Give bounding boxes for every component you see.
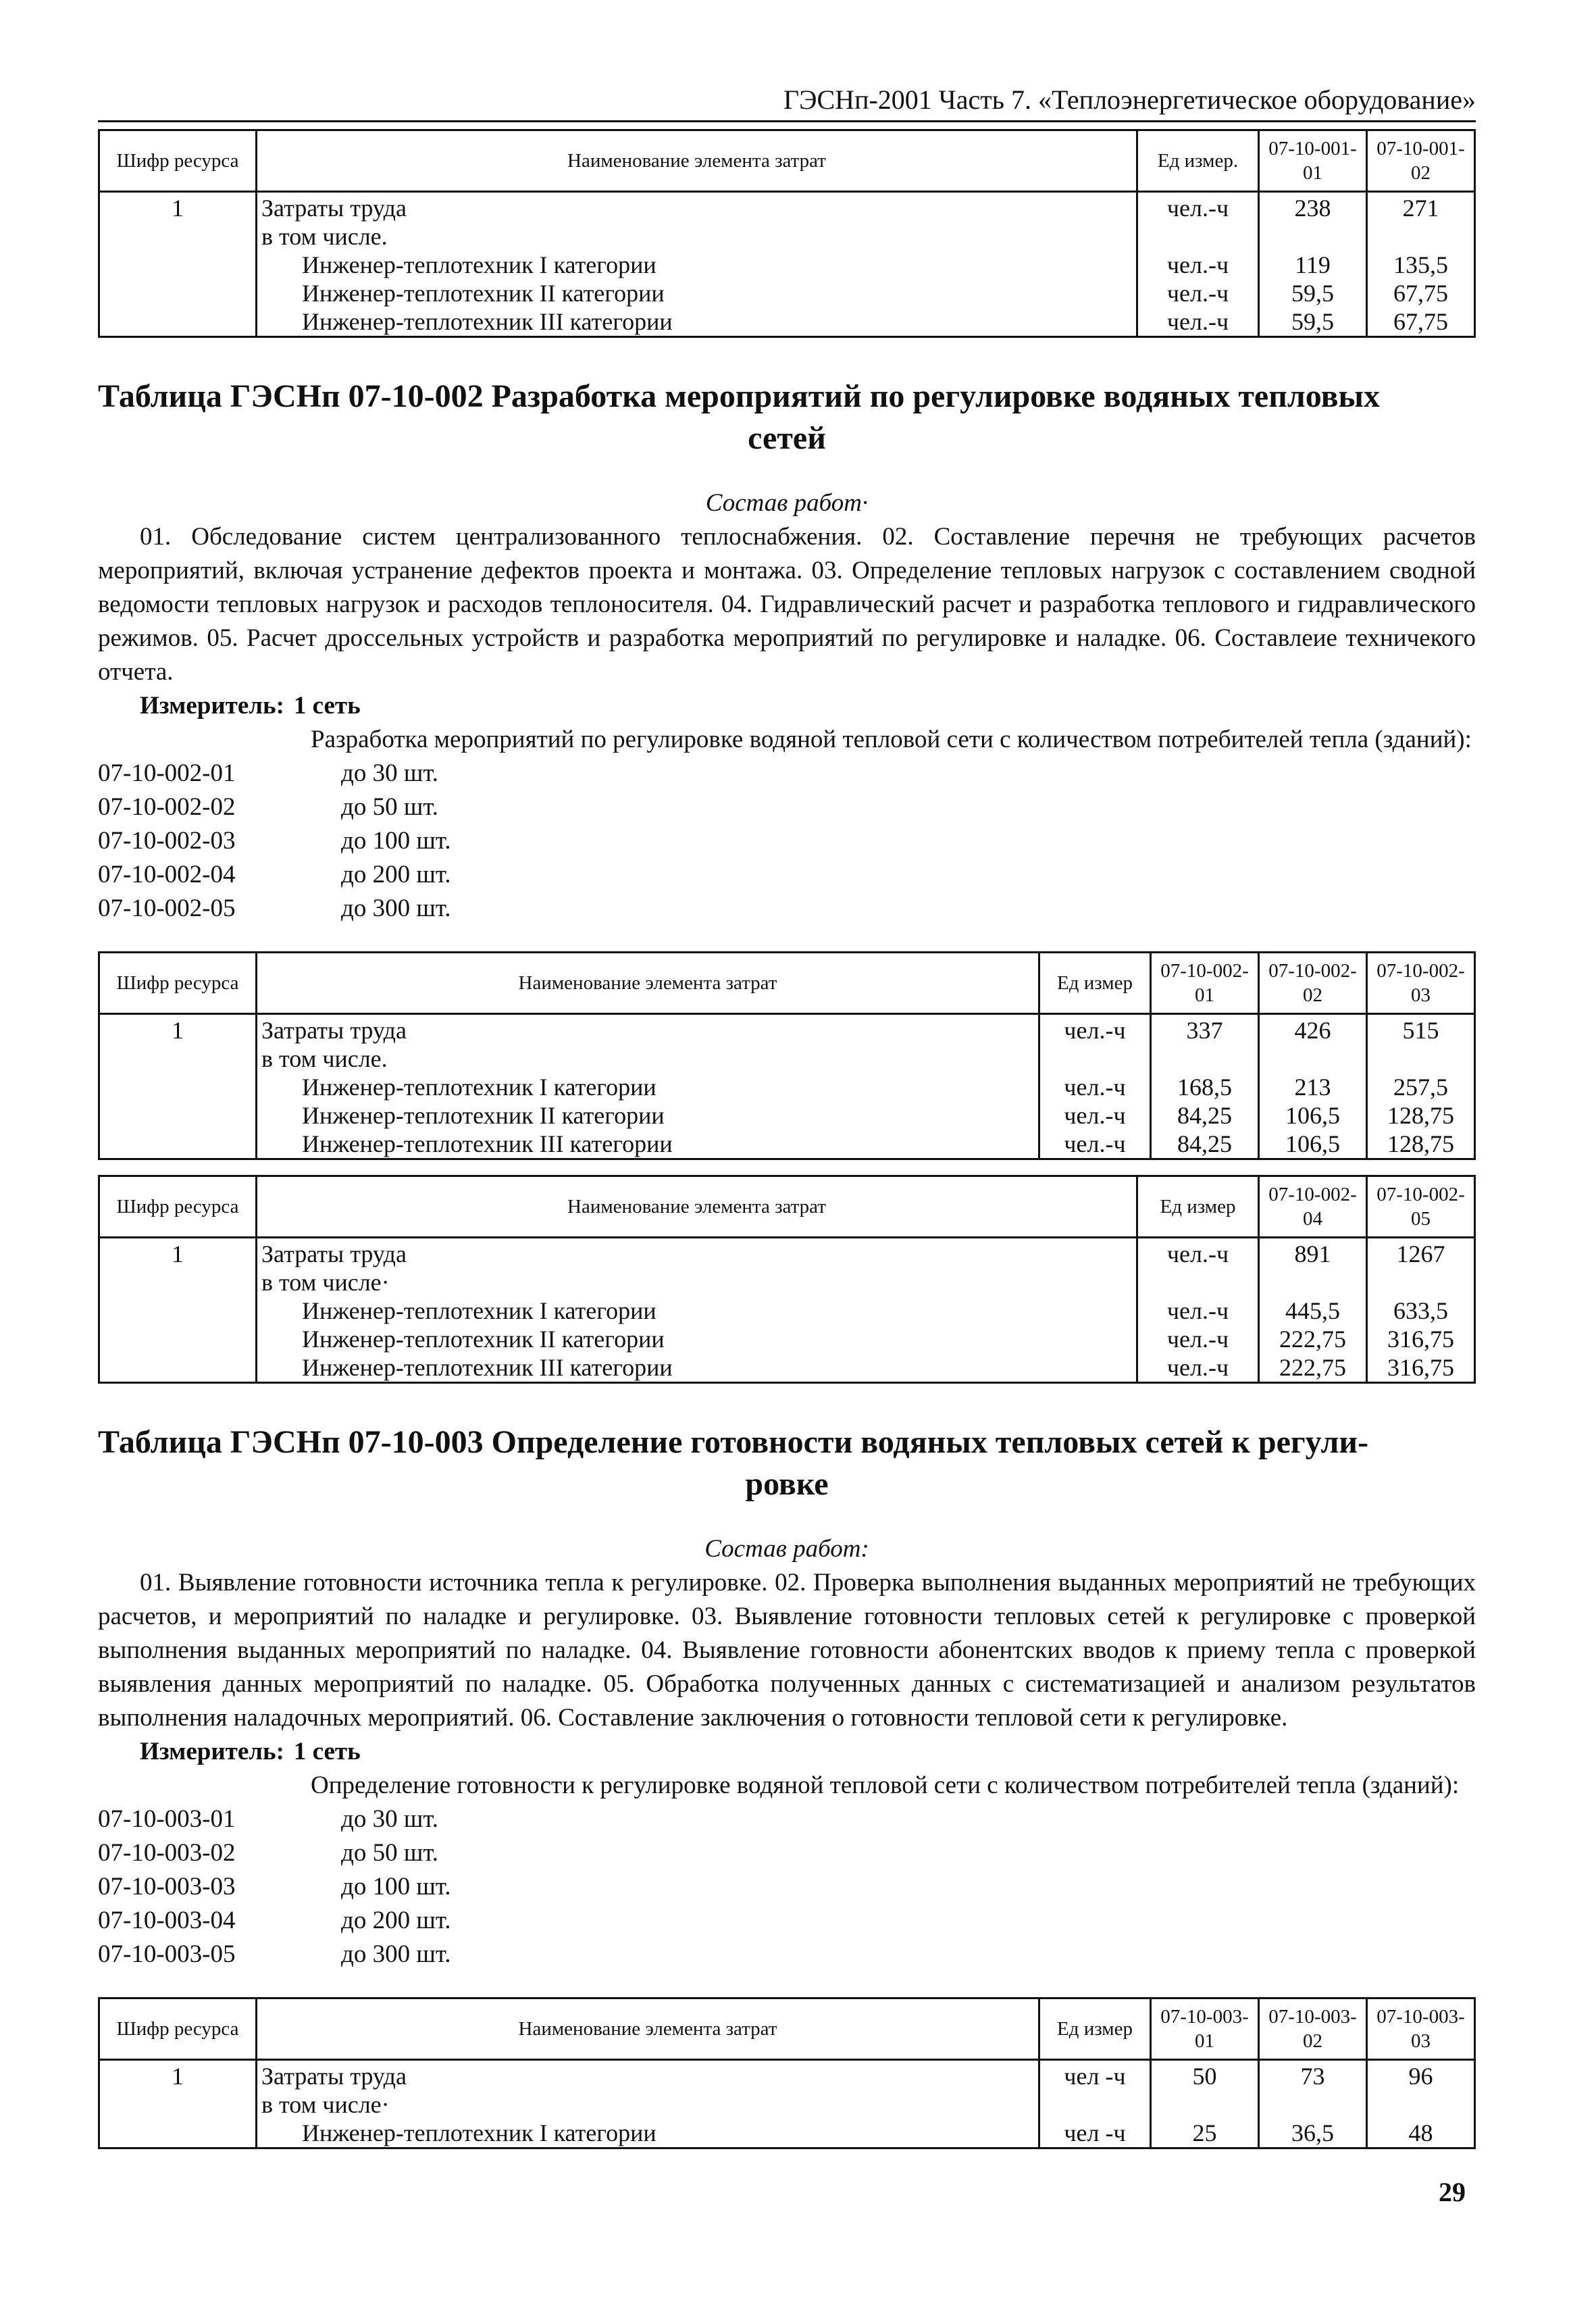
cell-value: 337 — [1151, 1014, 1259, 1045]
cell-value: 48 — [1367, 2119, 1475, 2148]
table-row — [99, 2090, 1475, 2119]
cell-unit: чел.-ч — [1039, 1073, 1151, 1101]
header-norm-code: 07-10-001-02 — [1367, 130, 1475, 192]
header-unit: Ед измер — [1039, 953, 1151, 1014]
header-norm-code: 07-10-003-02 — [1259, 1998, 1367, 2060]
table-row — [99, 279, 1475, 307]
code-row — [98, 1938, 1476, 1971]
cell-value: 67,75 — [1367, 307, 1475, 337]
work-composition-text: 01. Выявление готовности источника тепла к регулировке. 02. Проверка выполнения выданных мероприятий не требующих расчетов, и мероприятий по наладке и регулировке. 03. Выявление готовности тепловых сетей к регулировке с проверкой выполнения выданных мероприятий по наладке. 04. Выявление готовности абонентских вводов к приему тепла с проверкой выявления данных мероприятий по наладке. 05. Обработка полученных данных с систематизацией и анализом результатов выполнения наладочных мероприятий. 06. Составление заключения о готовности тепловой сети к регулировке. — [98, 1569, 1476, 1732]
table-row — [99, 307, 1475, 337]
header-norm-code: 07-10-002-05 — [1367, 1176, 1475, 1238]
measure-label: Измеритель: — [140, 1738, 284, 1765]
cell-unit: чел.-ч — [1039, 1130, 1151, 1159]
cell-value: 257,5 — [1367, 1073, 1475, 1101]
code-row — [98, 1870, 1476, 1904]
cell-value: 222,75 — [1259, 1325, 1367, 1353]
title-line-1: Таблица ГЭСНп 07-10-002 Разработка мероприятий по регулировке водяных тепловых — [98, 378, 1380, 414]
page-number: 29 — [1439, 2177, 1466, 2207]
cell-value: 36,5 — [1259, 2119, 1367, 2148]
table-row — [99, 1073, 1475, 1101]
table-row — [99, 192, 1475, 223]
cell-resource-code — [99, 1297, 257, 1325]
cell-unit — [1137, 222, 1259, 251]
consumer-count: до 30 шт. — [341, 759, 438, 787]
cell-unit: чел.-ч — [1137, 192, 1259, 223]
cell-value: 73 — [1259, 2060, 1367, 2091]
consumer-count: до 300 шт. — [341, 1940, 451, 1968]
cell-unit — [1039, 1045, 1151, 1073]
norm-code: 07-10-003-04 — [98, 1907, 236, 1934]
cell-element-name: Инженер-теплотехник II категории — [257, 1101, 1039, 1130]
table-row — [99, 1130, 1475, 1159]
cell-resource-code — [99, 1101, 257, 1130]
cell-value: 119 — [1259, 251, 1367, 279]
header-element-name: Наименование элемента затрат — [257, 1176, 1137, 1238]
table-row — [99, 251, 1475, 279]
cell-value: 59,5 — [1259, 279, 1367, 307]
header-unit: Ед измер — [1039, 1998, 1151, 2060]
cell-value — [1367, 1045, 1475, 1073]
code-row — [98, 1803, 1476, 1836]
cell-resource-code: 1 — [99, 192, 257, 223]
cell-value: 106,5 — [1259, 1101, 1367, 1130]
header-resource-code: Шифр ресурса — [99, 130, 257, 192]
table-row — [99, 1325, 1475, 1353]
header-norm-code: 07-10-002-02 — [1259, 953, 1367, 1014]
title-line-2: ровке — [745, 1466, 829, 1502]
code-row — [98, 858, 1476, 892]
cell-value: 316,75 — [1367, 1353, 1475, 1383]
cell-element-name: Инженер-теплотехник I категории — [257, 2119, 1039, 2148]
table-row — [99, 2119, 1475, 2148]
cell-unit — [1039, 2090, 1151, 2119]
consumer-count: до 50 шт. — [341, 1839, 438, 1867]
cell-value: 1267 — [1367, 1238, 1475, 1269]
cell-value: 50 — [1151, 2060, 1259, 2091]
work-composition-caption: Состав работ· — [705, 489, 869, 517]
cell-element-name: в том числе. — [257, 222, 1137, 251]
cell-value: 96 — [1367, 2060, 1475, 2091]
cell-unit: чел.-ч — [1039, 1014, 1151, 1045]
cell-value — [1259, 1268, 1367, 1297]
measure-value: 1 сеть — [293, 692, 361, 720]
cell-unit: чел.-ч — [1039, 1101, 1151, 1130]
cost-table — [98, 1175, 1476, 1384]
header-element-name: Наименование элемента затрат — [257, 130, 1137, 192]
cell-value: 67,75 — [1367, 279, 1475, 307]
cell-value: 128,75 — [1367, 1130, 1475, 1159]
norm-code: 07-10-003-01 — [98, 1805, 236, 1833]
cell-resource-code: 1 — [99, 1238, 257, 1269]
cell-resource-code — [99, 1325, 257, 1353]
table-row — [99, 222, 1475, 251]
cell-element-name: Инженер-теплотехник II категории — [257, 279, 1137, 307]
work-composition-caption: Состав работ: — [704, 1535, 869, 1563]
header-element-name: Наименование элемента затрат — [257, 1998, 1039, 2060]
table-row — [99, 1268, 1475, 1297]
cell-resource-code: 1 — [99, 1014, 257, 1045]
cell-resource-code — [99, 1353, 257, 1383]
norm-code: 07-10-003-03 — [98, 1873, 236, 1901]
cell-value: 84,25 — [1151, 1130, 1259, 1159]
consumer-count: до 100 шт. — [341, 1873, 451, 1901]
header-unit: Ед измер. — [1137, 130, 1259, 192]
cell-value: 106,5 — [1259, 1130, 1367, 1159]
measure-line — [140, 1735, 1476, 1769]
header-norm-code: 07-10-002-03 — [1367, 953, 1475, 1014]
cell-unit — [1137, 1268, 1259, 1297]
cell-element-name: Затраты труда — [257, 1014, 1039, 1045]
code-row — [98, 824, 1476, 858]
cell-resource-code — [99, 2090, 257, 2119]
cost-table — [98, 951, 1476, 1160]
title-line-2: сетей — [748, 420, 826, 456]
cell-value: 515 — [1367, 1014, 1475, 1045]
code-row — [98, 757, 1476, 790]
cell-value — [1151, 1045, 1259, 1073]
cell-value: 213 — [1259, 1073, 1367, 1101]
consumer-count: до 300 шт. — [341, 895, 451, 922]
cell-value: 135,5 — [1367, 251, 1475, 279]
code-row — [98, 790, 1476, 824]
header-norm-code: 07-10-003-01 — [1151, 1998, 1259, 2060]
cell-element-name: Инженер-теплотехник I категории — [257, 1073, 1039, 1101]
table-row — [99, 1353, 1475, 1383]
measure-description: Разработка мероприятий по регулировке водяной тепловой сети с количеством потребителей тепла (зданий): — [311, 726, 1472, 753]
running-header: ГЭСНп-2001 Часть 7. «Теплоэнергетическое оборудование» — [98, 81, 1476, 122]
cell-value: 128,75 — [1367, 1101, 1475, 1130]
cell-resource-code — [99, 222, 257, 251]
consumer-count: до 200 шт. — [341, 861, 451, 888]
norm-code: 07-10-002-02 — [98, 793, 236, 821]
cell-element-name: в том числе· — [257, 1268, 1137, 1297]
cell-value: 25 — [1151, 2119, 1259, 2148]
cell-resource-code — [99, 251, 257, 279]
consumer-count: до 100 шт. — [341, 827, 451, 855]
cell-value: 633,5 — [1367, 1297, 1475, 1325]
cell-unit: чел.-ч — [1137, 279, 1259, 307]
cell-unit: чел.-ч — [1137, 1297, 1259, 1325]
measure-line — [140, 689, 1476, 723]
cell-value — [1367, 222, 1475, 251]
cell-resource-code: 1 — [99, 2060, 257, 2091]
consumer-count: до 200 шт. — [341, 1907, 451, 1934]
header-resource-code: Шифр ресурса — [99, 1998, 257, 2060]
cell-value: 271 — [1367, 192, 1475, 223]
header-resource-code: Шифр ресурса — [99, 1176, 257, 1238]
cell-unit: чел.-ч — [1137, 1325, 1259, 1353]
cell-resource-code — [99, 2119, 257, 2148]
header-resource-code: Шифр ресурса — [99, 953, 257, 1014]
cell-value — [1151, 2090, 1259, 2119]
norm-code: 07-10-003-02 — [98, 1839, 236, 1867]
code-row — [98, 1904, 1476, 1938]
cell-element-name: Инженер-теплотехник I категории — [257, 251, 1137, 279]
cost-table — [98, 129, 1476, 338]
cell-value: 891 — [1259, 1238, 1367, 1269]
cell-value: 445,5 — [1259, 1297, 1367, 1325]
header-element-name: Наименование элемента затрат — [257, 953, 1039, 1014]
norm-code: 07-10-002-03 — [98, 827, 236, 855]
measure-label: Измеритель: — [140, 692, 284, 720]
norm-code: 07-10-002-05 — [98, 895, 236, 922]
cell-element-name: Затраты труда — [257, 1238, 1137, 1269]
cell-value: 222,75 — [1259, 1353, 1367, 1383]
cell-value — [1367, 2090, 1475, 2119]
cell-unit: чел.-ч — [1137, 251, 1259, 279]
code-list — [98, 757, 1476, 926]
table-row — [99, 1014, 1475, 1045]
cell-element-name: в том числе· — [257, 2090, 1039, 2119]
title-line-1: Таблица ГЭСНп 07-10-003 Определение готовности водяных тепловых сетей к регули- — [98, 1424, 1369, 1460]
cell-resource-code — [99, 1130, 257, 1159]
cell-element-name: Инженер-теплотехник III категории — [257, 307, 1137, 337]
cell-value: 84,25 — [1151, 1101, 1259, 1130]
work-composition-text: 01. Обследование систем централизованного теплоснабжения. 02. Составление перечня не требующих расчетов мероприятий, включая устранение дефектов проекта и монтажа. 03. Определение тепловых нагрузок с составлением сводной ведомости тепловых нагрузок и расходов теплоносителя. 04. Гидравлический расчет и разработка теплового и гидравлического режимов. 05. Расчет дроссельных устройств и разработка мероприятий по регулировке и наладке. 06. Составлеие техничекого отчета. — [98, 523, 1476, 686]
cell-unit: чел -ч — [1039, 2060, 1151, 2091]
code-row — [98, 1836, 1476, 1870]
header-norm-code: 07-10-002-01 — [1151, 953, 1259, 1014]
table-row — [99, 1238, 1475, 1269]
cell-element-name: в том числе. — [257, 1045, 1039, 1073]
cell-resource-code — [99, 1268, 257, 1297]
table-row — [99, 1297, 1475, 1325]
cell-resource-code — [99, 1073, 257, 1101]
cell-element-name: Инженер-теплотехник I категории — [257, 1297, 1137, 1325]
cell-unit: чел.-ч — [1137, 307, 1259, 337]
code-row — [98, 892, 1476, 926]
norm-code: 07-10-003-05 — [98, 1940, 236, 1968]
header-norm-code: 07-10-001-01 — [1259, 130, 1367, 192]
cell-unit: чел -ч — [1039, 2119, 1151, 2148]
cell-value — [1259, 2090, 1367, 2119]
header-norm-code: 07-10-002-04 — [1259, 1176, 1367, 1238]
norm-code: 07-10-002-01 — [98, 759, 236, 787]
cell-value: 316,75 — [1367, 1325, 1475, 1353]
table-title-07-10-003 — [98, 1422, 1476, 1505]
cell-element-name: Затраты труда — [257, 2060, 1039, 2091]
cell-resource-code — [99, 307, 257, 337]
cell-element-name: Затраты труда — [257, 192, 1137, 223]
document-page — [98, 81, 1476, 2149]
consumer-count: до 50 шт. — [341, 793, 438, 821]
measure-value: 1 сеть — [293, 1738, 361, 1765]
cell-value: 59,5 — [1259, 307, 1367, 337]
cell-unit: чел.-ч — [1137, 1353, 1259, 1383]
cell-resource-code — [99, 279, 257, 307]
measure-description: Определение готовности к регулировке водяной тепловой сети с количеством потребителей тепла (зданий): — [311, 1771, 1460, 1799]
table-row — [99, 1045, 1475, 1073]
cell-value — [1259, 222, 1367, 251]
norm-code: 07-10-002-04 — [98, 861, 236, 888]
cell-value — [1367, 1268, 1475, 1297]
cell-value: 238 — [1259, 192, 1367, 223]
table-row — [99, 2060, 1475, 2091]
table-title-07-10-002 — [98, 376, 1476, 459]
header-norm-code: 07-10-003-03 — [1367, 1998, 1475, 2060]
cell-value — [1259, 1045, 1367, 1073]
cell-resource-code — [99, 1045, 257, 1073]
table-row — [99, 1101, 1475, 1130]
header-unit: Ед измер — [1137, 1176, 1259, 1238]
cell-element-name: Инженер-теплотехник III категории — [257, 1353, 1137, 1383]
cell-unit: чел.-ч — [1137, 1238, 1259, 1269]
cell-element-name: Инженер-теплотехник III категории — [257, 1130, 1039, 1159]
cost-table — [98, 1997, 1476, 2149]
cell-element-name: Инженер-теплотехник II категории — [257, 1325, 1137, 1353]
cell-value: 168,5 — [1151, 1073, 1259, 1101]
consumer-count: до 30 шт. — [341, 1805, 438, 1833]
cell-value: 426 — [1259, 1014, 1367, 1045]
code-list — [98, 1803, 1476, 1971]
